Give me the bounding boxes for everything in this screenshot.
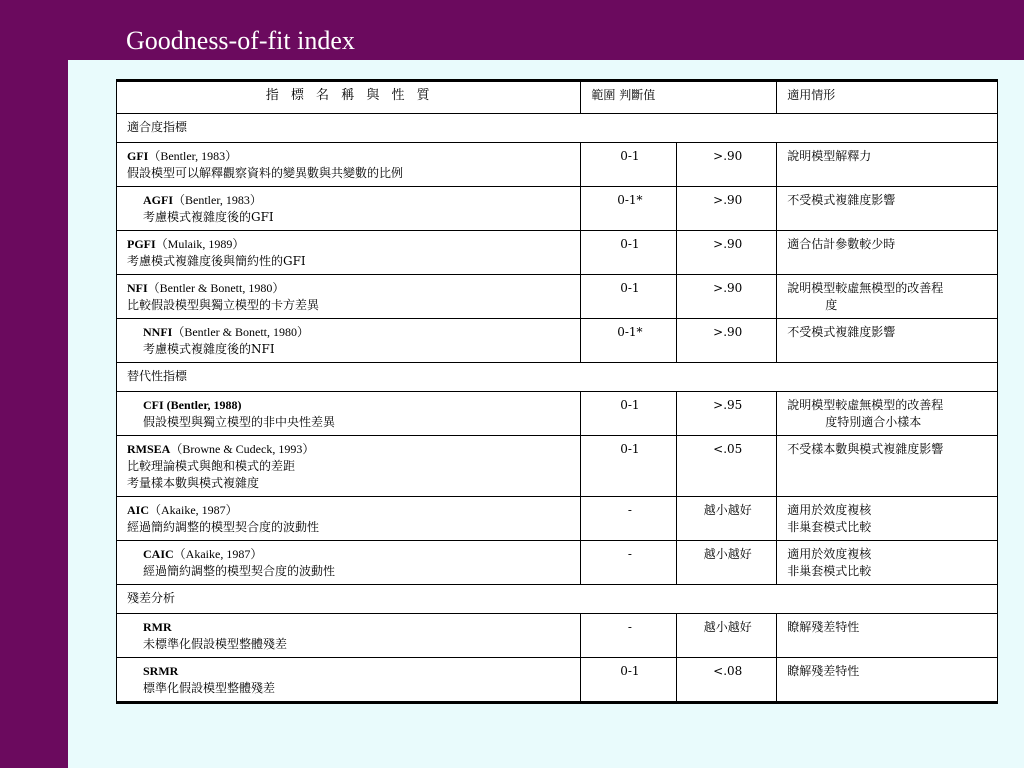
usage-cell [777,231,998,275]
usage-text: 非巢套模式比較 [787,520,872,534]
index-cell [117,497,581,541]
criterion-cell: <.05 [677,436,777,497]
table-row [117,658,998,703]
usage-text: 適用於效度複核 [787,503,872,517]
index-cell [117,541,581,585]
usage-cell [777,275,998,319]
index-description: 假設模型可以解釋觀察資料的變異數與共變數的比例 [127,166,404,180]
criterion-cell: >.90 [677,275,777,319]
index-name: RMR [143,620,172,634]
table-row [117,143,998,187]
section-row [117,585,998,614]
index-name: PGFI [127,237,156,251]
table-row [117,497,998,541]
range-cell: 0-1 [581,436,677,497]
header-usage: 適用情形 [777,81,998,114]
range-cell: - [581,614,677,658]
index-description: 經過簡約調整的模型契合度的波動性 [127,520,320,534]
index-citation: （Bentler, 1983） [173,193,262,207]
range-cell: 0-1* [581,319,677,363]
index-citation: （Bentler, 1983） [148,149,238,163]
usage-text: 適用於效度複核 [787,547,872,561]
range-cell: - [581,497,677,541]
range-cell: 0-1 [581,275,677,319]
index-cell [117,319,581,363]
criterion-cell: >.90 [677,143,777,187]
table-row [117,541,998,585]
table-row [117,275,998,319]
usage-text: 度特別適合小樣本 [825,415,922,429]
index-name: AIC [127,503,150,517]
index-name: SRMR [143,664,179,678]
index-name: CAIC [143,547,174,561]
index-description: 比較假設模型與獨立模型的卡方差異 [127,298,320,312]
header-index-name: 指 標 名 稱 與 性 質 [117,81,581,114]
table-row [117,187,998,231]
section-title: 適合度指標 [117,114,998,143]
usage-text: 適合估計參數較少時 [787,237,896,251]
criterion-cell: <.08 [677,658,777,703]
index-name: GFI [127,149,149,163]
table-row [117,231,998,275]
index-citation: （Mulaik, 1989） [155,237,245,251]
index-name: AGFI [143,193,173,207]
range-cell: 0-1* [581,187,677,231]
index-description: 考慮模式複雜度後的NFI [143,342,275,356]
range-cell: 0-1 [581,143,677,187]
criterion-cell: 越小越好 [677,541,777,585]
index-cell [117,275,581,319]
index-cell [117,658,581,703]
criterion-cell: >.90 [677,187,777,231]
index-description: 標準化假設模型整體殘差 [143,681,276,695]
range-cell: 0-1 [581,231,677,275]
index-cell [117,231,581,275]
index-description: 比較理論模式與飽和模式的差距 [127,459,296,473]
index-citation: （Browne & Cudeck, 1993） [170,442,315,456]
range-cell: - [581,541,677,585]
index-description: 假設模型與獨立模型的非中央性差異 [143,415,336,429]
index-description: 考慮模式複雜度後與簡約性的GFI [127,254,306,268]
index-description: 考慮模式複雜度後的GFI [143,210,274,224]
index-citation: （Bentler & Bonett, 1980） [172,325,309,339]
table-row [117,436,998,497]
usage-cell [777,319,998,363]
index-citation: （Bentler & Bonett, 1980） [147,281,285,295]
index-cell [117,614,581,658]
table-row [117,614,998,658]
usage-text: 不受模式複雜度影響 [787,193,896,207]
table-row [117,319,998,363]
usage-text: 不受模式複雜度影響 [787,325,896,339]
usage-text: 說明模型解釋力 [787,149,872,163]
table-row [117,392,998,436]
index-cell [117,436,581,497]
index-description: 經過簡約調整的模型契合度的波動性 [143,564,336,578]
criterion-cell: >.90 [677,319,777,363]
usage-cell [777,436,998,497]
criterion-cell: 越小越好 [677,497,777,541]
usage-cell [777,143,998,187]
criterion-cell: >.95 [677,392,777,436]
index-name: NFI [127,281,148,295]
index-description: 未標準化假設模型整體殘差 [143,637,288,651]
section-row [117,363,998,392]
usage-cell [777,497,998,541]
index-citation: （Akaike, 1987） [149,503,238,517]
usage-cell [777,658,998,703]
usage-text: 非巢套模式比較 [787,564,872,578]
header-range-criterion: 範圍 判斷值 [581,81,777,114]
range-cell: 0-1 [581,658,677,703]
section-row [117,114,998,143]
section-title: 替代性指標 [117,363,998,392]
header-row [117,81,998,114]
usage-text: 說明模型較虛無模型的改善程 [787,281,944,295]
usage-text: 說明模型較虛無模型的改善程 [787,398,944,412]
usage-cell [777,541,998,585]
criterion-cell: >.90 [677,231,777,275]
index-name: NNFI [143,325,173,339]
range-cell: 0-1 [581,392,677,436]
index-name: RMSEA [127,442,171,456]
usage-cell [777,187,998,231]
index-cell [117,143,581,187]
usage-cell [777,392,998,436]
index-cell [117,187,581,231]
usage-text: 不受樣本數與模式複雜度影響 [787,442,944,456]
index-description: 考量樣本數與模式複雜度 [127,476,260,490]
usage-text: 度 [825,298,838,312]
goodness-of-fit-table [116,79,998,704]
index-citation: （Akaike, 1987） [173,547,263,561]
index-cell [117,392,581,436]
slide-title: Goodness-of-fit index [126,26,355,55]
usage-cell [777,614,998,658]
index-name: CFI (Bentler, 1988) [143,398,242,412]
usage-text: 瞭解殘差特性 [787,664,860,678]
criterion-cell: 越小越好 [677,614,777,658]
usage-text: 瞭解殘差特性 [787,620,860,634]
section-title: 殘差分析 [117,585,998,614]
